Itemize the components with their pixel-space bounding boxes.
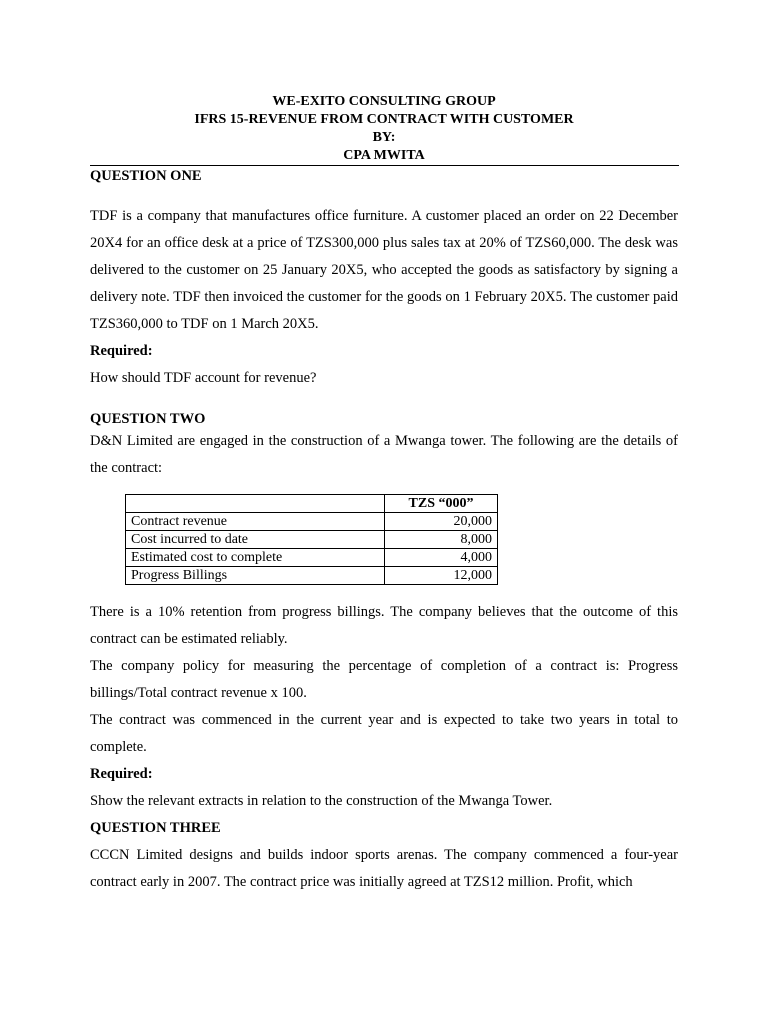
question-two-intro: D&N Limited are engaged in the construction of a Mwanga tower. The following are the details of the contract: <box>90 433 678 476</box>
row-amount: 4,000 <box>385 549 498 567</box>
table-row <box>126 513 498 531</box>
question-two-heading: QUESTION TWO <box>90 411 206 427</box>
question-one-text: TDF is a company that manufactures office furniture. A customer placed an order on 22 December 20X4 for an office desk at a price of TZS300,000 plus sales tax at 20% of TZS60,000. The desk was delivered to the customer on 25 January 20X5, who accepted the goods as satisfactory by signing a delivery note. TDF then invoiced the customer for the goods on 1 February 20X5. The customer paid TZS360,000 to TDF on 1 March 20X5. <box>90 208 678 332</box>
document-title: IFRS 15-REVENUE FROM CONTRACT WITH CUSTOMER <box>194 112 574 127</box>
question-one-heading: QUESTION ONE <box>90 168 202 184</box>
question-three-heading: QUESTION THREE <box>90 820 221 836</box>
table-header-label <box>126 495 385 513</box>
table-row <box>126 531 498 549</box>
author-name: CPA MWITA <box>343 148 425 163</box>
header-divider <box>90 165 679 166</box>
organization-name: WE-EXITO CONSULTING GROUP <box>272 94 496 109</box>
table-header-row <box>126 495 498 513</box>
contract-details-table <box>125 494 498 585</box>
question-one-required-text: How should TDF account for revenue? <box>90 370 317 386</box>
row-label: Cost incurred to date <box>126 531 385 549</box>
question-two-required-text: Show the relevant extracts in relation to the construction of the Mwanga Tower. <box>90 793 553 809</box>
row-label: Contract revenue <box>126 513 385 531</box>
row-amount: 8,000 <box>385 531 498 549</box>
row-label: Estimated cost to complete <box>126 549 385 567</box>
byline-label: BY: <box>372 130 396 145</box>
question-two-paragraph-policy: The company policy for measuring the percentage of completion of a contract is: Progress billings/Total contract revenue x 100. <box>90 658 678 701</box>
table-header-amount: TZS “000” <box>385 495 498 513</box>
table-row <box>126 549 498 567</box>
question-one-required-label: Required: <box>90 343 153 359</box>
row-label: Progress Billings <box>126 567 385 585</box>
question-two-required-label: Required: <box>90 766 153 782</box>
table-row <box>126 567 498 585</box>
question-two-paragraph-retention: There is a 10% retention from progress billings. The company believes that the outcome of this contract can be estimated reliably. <box>90 604 678 647</box>
row-amount: 12,000 <box>385 567 498 585</box>
document-body <box>90 167 678 896</box>
question-three-text: CCCN Limited designs and builds indoor sports arenas. The company commenced a four-year contract early in 2007. The contract price was initially agreed at TZS12 million. Profit, which <box>90 847 678 890</box>
row-amount: 20,000 <box>385 513 498 531</box>
document-header <box>90 93 678 165</box>
question-two-paragraph-duration: The contract was commenced in the current year and is expected to take two years in total to complete. <box>90 712 678 755</box>
